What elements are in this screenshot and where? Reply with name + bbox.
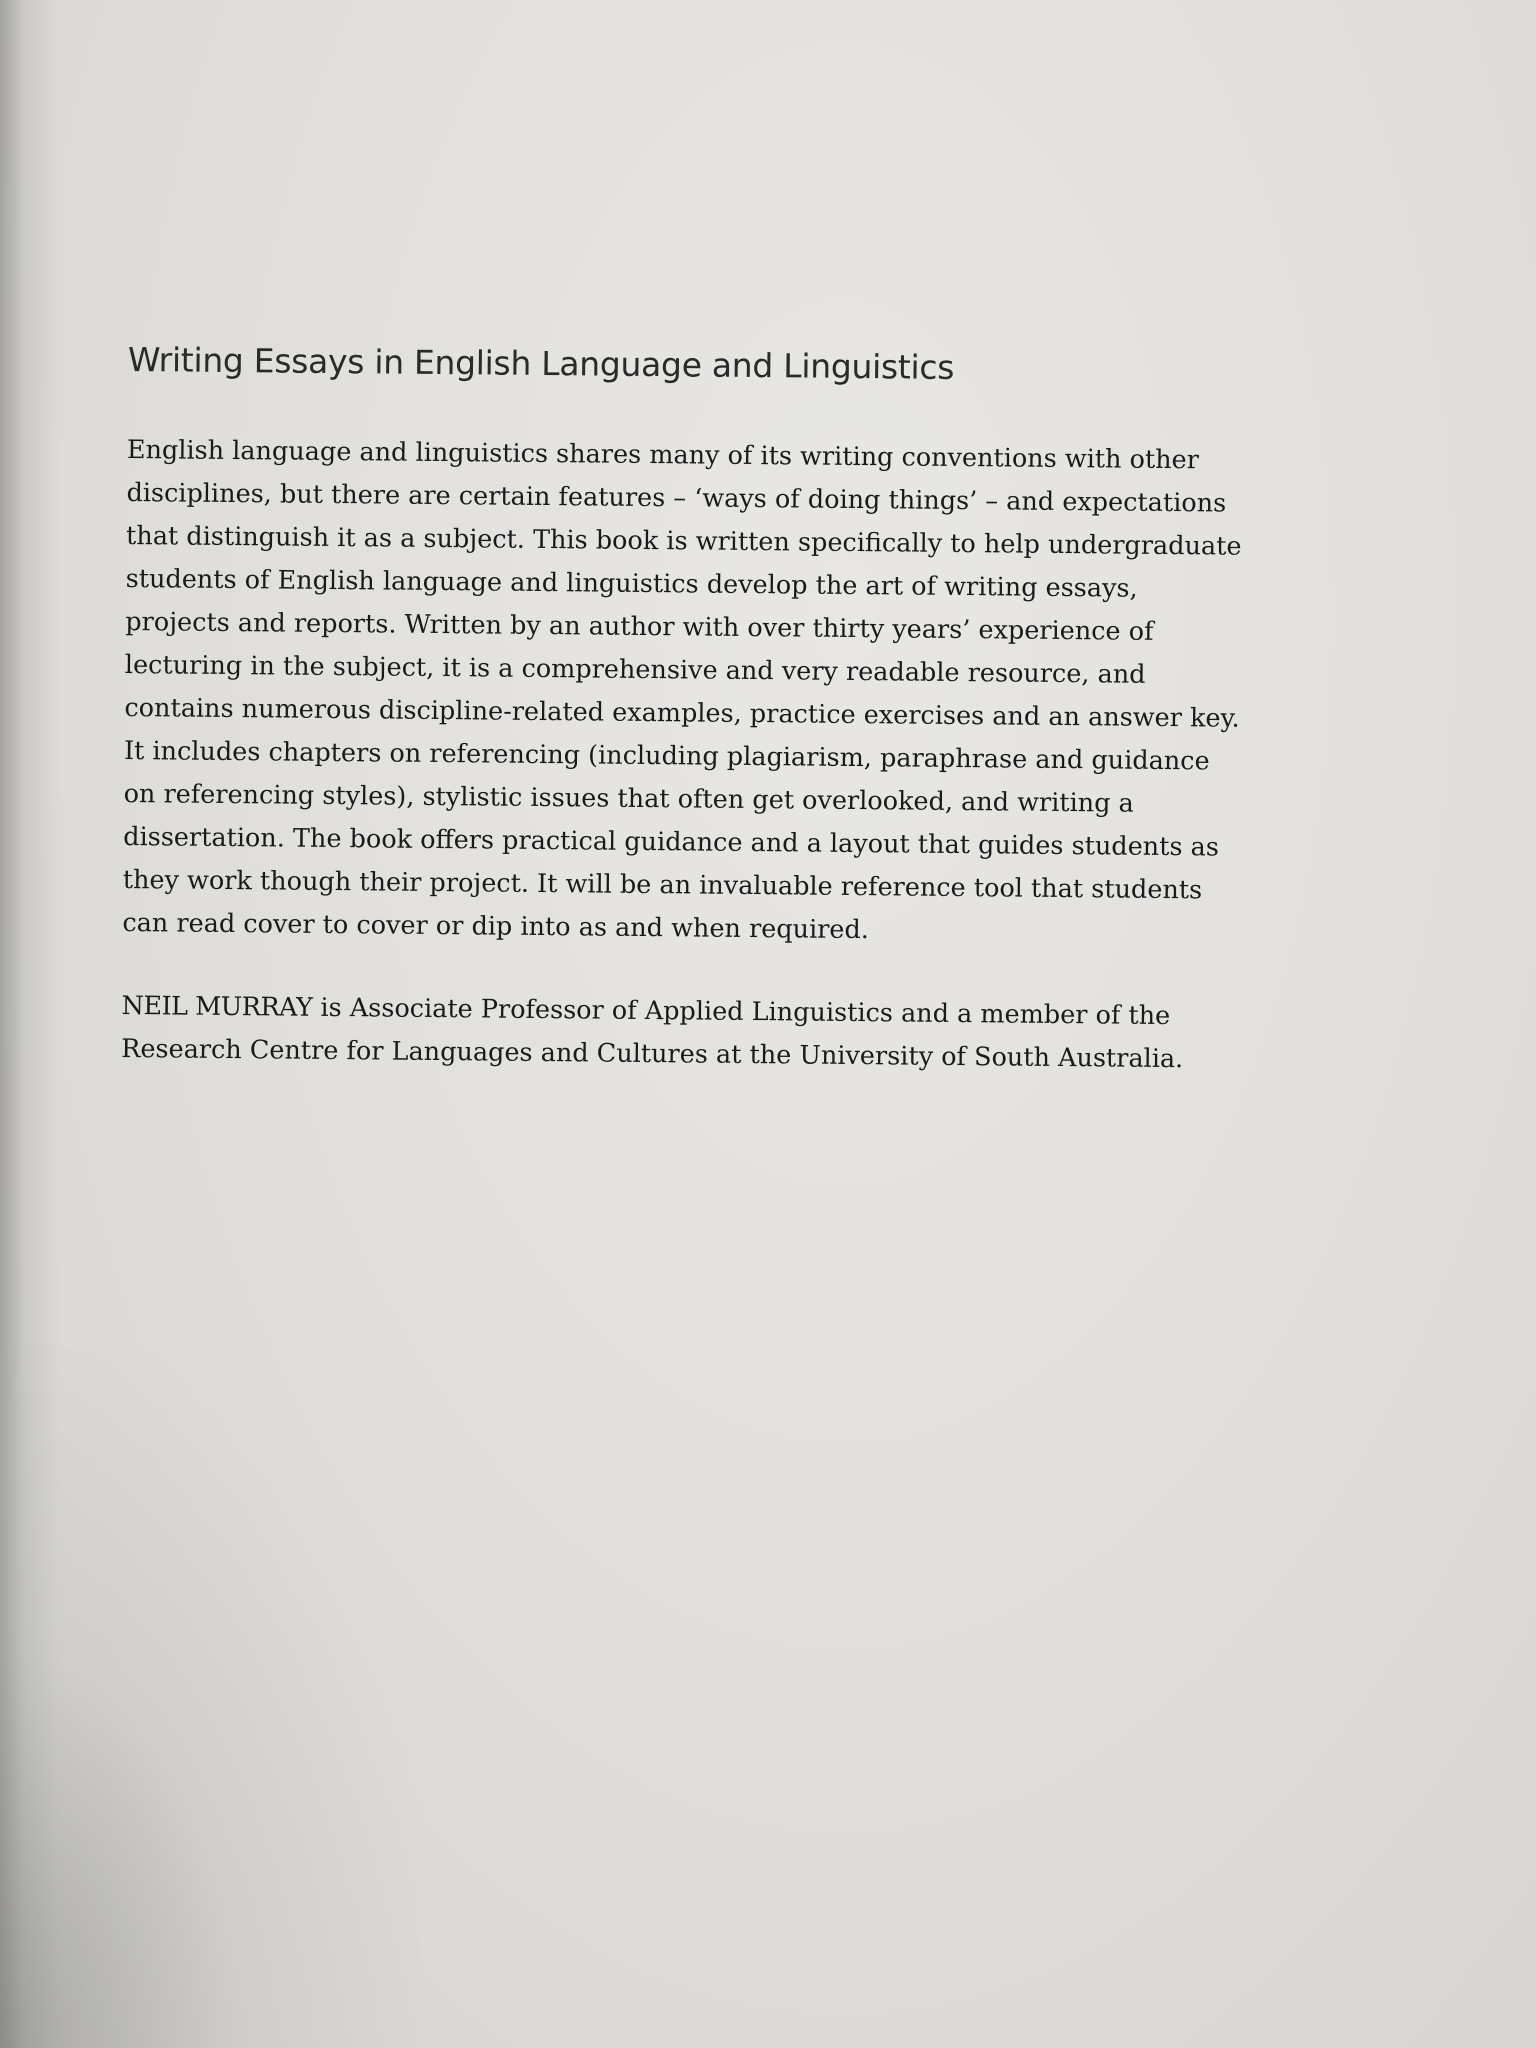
back-cover-text <box>121 340 1268 1082</box>
author-bio-text: is Associate Professor of Applied Linguistics and a member of the Research Centre for Languages and Cultures at the University of South Australia. <box>121 992 1184 1075</box>
author-bio <box>121 985 1242 1082</box>
book-description: English language and linguistics shares many of its writing conventions with other disciplines, but there are certain features – ‘ways of doing things’ – and expectations that distinguish it as a subject. This book is written specifically to help undergraduate students of English language and linguistics develop the art of writing essays, projects and reports. Written by an author with over thirty years’ experience of lecturing in the subject, it is a comprehensive and very readable resource, and contains numerous discipline-related examples, practice exercises and an answer key. It includes chapters on referencing (including plagiarism, paraphrase and guidance on referencing styles), stylistic issues that often get overlooked, and writing a dissertation. The book offers practical guidance and a layout that guides students as they work though their project. It will be an invaluable reference tool that students can read cover to cover or dip into as and when required. <box>122 434 1242 946</box>
book-title: Writing Essays in English Language and Linguistics <box>127 340 955 387</box>
page-shadow <box>0 1348 420 2048</box>
author-name: NEIL MURRAY <box>121 990 313 1023</box>
